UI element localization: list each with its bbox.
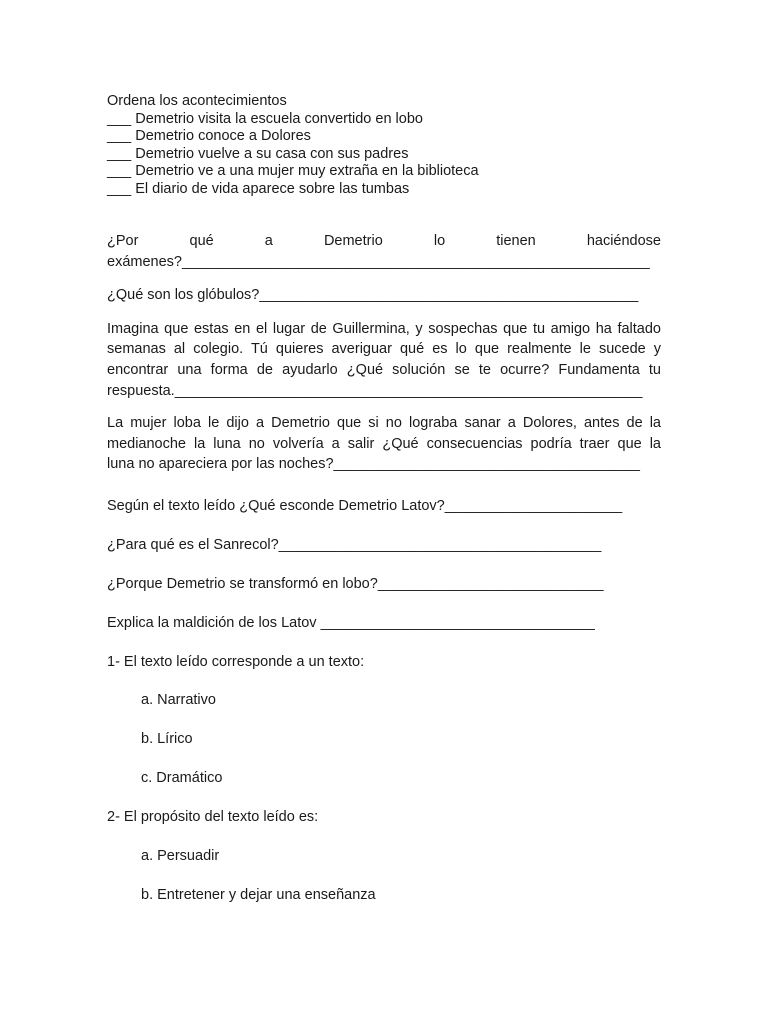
question-1-option: b. Lírico bbox=[141, 731, 193, 747]
question-1-option: c. Dramático bbox=[141, 770, 223, 786]
question-transformo: ¿Porque Demetrio se transformó en lobo?____________________________ bbox=[107, 576, 604, 592]
question-1-option: a. Narrativo bbox=[141, 692, 216, 708]
question-2-prompt: 2- El propósito del texto leído es: bbox=[107, 809, 319, 825]
question-esconde: Según el texto leído ¿Qué esconde Demetrio Latov?______________________ bbox=[107, 498, 623, 514]
question-globulos: ¿Qué son los glóbulos?_______________________________________________ bbox=[107, 287, 639, 303]
question-guillermina bbox=[107, 319, 661, 402]
question-2-option: b. Entretener y dejar una enseñanza bbox=[141, 887, 376, 903]
question-line: luna no apareciera por las noches?______________________________________ bbox=[107, 456, 640, 473]
question-2-option: a. Persuadir bbox=[141, 848, 220, 864]
question-examenes bbox=[107, 231, 661, 272]
ordering-item: ___ Demetrio visita la escuela convertido en lobo bbox=[107, 110, 423, 127]
ordering-item: ___ El diario de vida aparece sobre las tumbas bbox=[107, 180, 410, 197]
question-maldicion: Explica la maldición de los Latov __________________________________ bbox=[107, 615, 595, 631]
question-mujer-loba bbox=[107, 413, 661, 475]
question-line: semanas al colegio. Tú quieres averiguar qué es lo que realmente le sucede y bbox=[107, 341, 661, 358]
question-line: ¿Por qué a Demetrio lo tienen haciéndose bbox=[107, 233, 661, 249]
question-1-prompt: 1- El texto leído corresponde a un texto: bbox=[107, 654, 365, 670]
question-line: respuesta.__________________________________________________________ bbox=[107, 382, 643, 399]
ordering-item: ___ Demetrio conoce a Dolores bbox=[107, 128, 311, 144]
ordering-title: Ordena los acontecimientos bbox=[107, 93, 287, 109]
question-line: La mujer loba le dijo a Demetrio que si no lograba sanar a Dolores, antes de la bbox=[107, 415, 661, 431]
question-line: Imagina que estas en el lugar de Guillermina, y sospechas que tu amigo ha faltado bbox=[107, 320, 661, 337]
question-sanrecol: ¿Para qué es el Sanrecol?________________________________________ bbox=[107, 537, 602, 553]
question-line: medianoche la luna no volvería a salir ¿Qué consecuencias podría traer que la bbox=[107, 435, 661, 452]
ordering-item: ___ Demetrio ve a una mujer muy extraña en la biblioteca bbox=[107, 163, 479, 179]
ordering-item: ___ Demetrio vuelve a su casa con sus padres bbox=[107, 145, 409, 162]
question-line: exámenes?__________________________________________________________ bbox=[107, 253, 650, 270]
question-line: encontrar una forma de ayudarlo ¿Qué solución se te ocurre? Fundamenta tu bbox=[107, 361, 661, 378]
